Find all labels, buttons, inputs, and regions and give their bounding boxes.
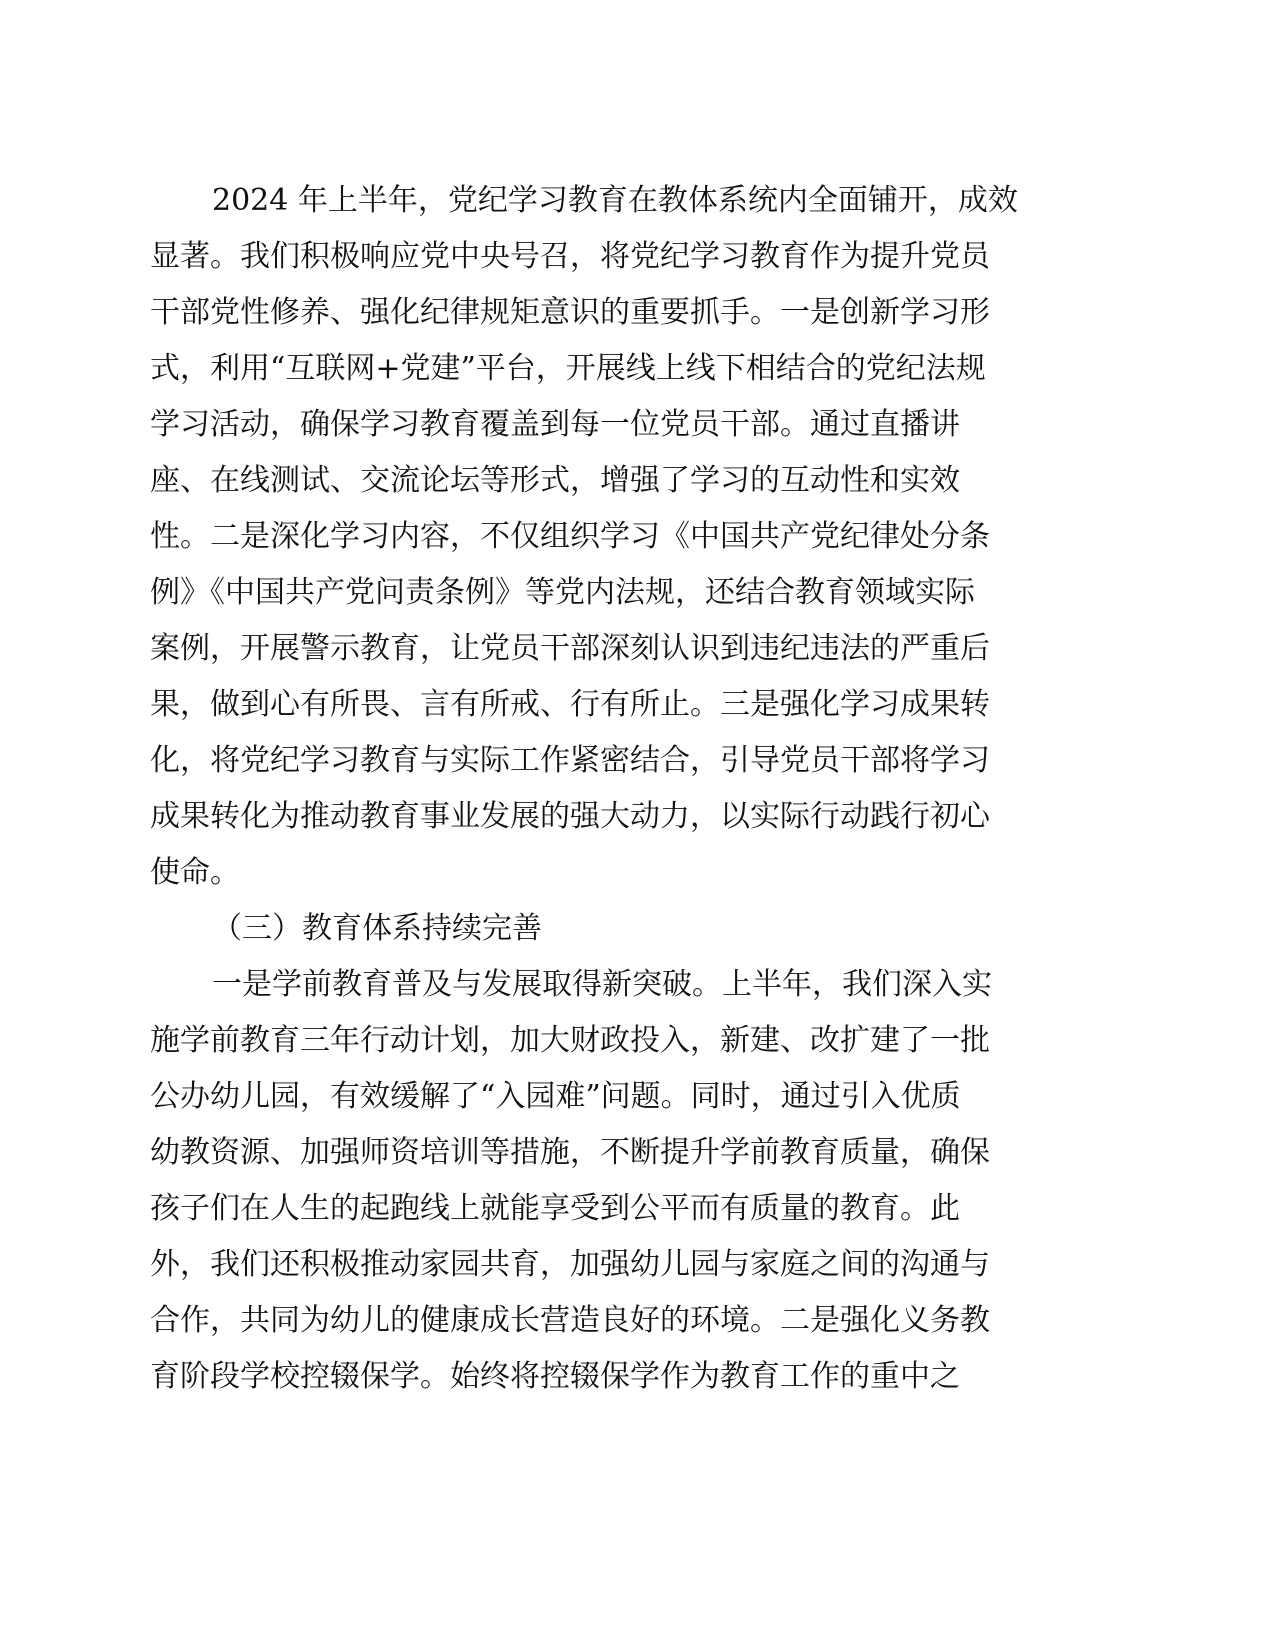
paragraph-1-line-10: 果，做到心有所畏、言有所戒、行有所止。三是强化学习成果转 bbox=[150, 687, 990, 722]
paragraph-2-line-2: 施学前教育三年行动计划，加大财政投入，新建、改扩建了一批 bbox=[150, 1023, 990, 1058]
paragraph-1-line-8: 例》《中国共产党问责条例》等党内法规，还结合教育领域实际 bbox=[150, 575, 975, 610]
paragraph-1-line-1: 2024 年上半年，党纪学习教育在教体系统内全面铺开，成效 bbox=[212, 183, 1018, 218]
paragraph-1-line-9: 案例，开展警示教育，让党员干部深刻认识到违纪违法的严重后 bbox=[150, 631, 990, 666]
paragraph-2-line-7: 合作，共同为幼儿的健康成长营造良好的环境。二是强化义务教 bbox=[150, 1303, 990, 1338]
paragraph-1-line-7: 性。二是深化学习内容，不仅组织学习《中国共产党纪律处分条 bbox=[150, 519, 990, 554]
paragraph-2-line-6: 外，我们还积极推动家园共育，加强幼儿园与家庭之间的沟通与 bbox=[150, 1247, 990, 1282]
paragraph-1-line-5: 学习活动，确保学习教育覆盖到每一位党员干部。通过直播讲 bbox=[150, 407, 960, 442]
paragraph-1-line-11: 化，将党纪学习教育与实际工作紧密结合，引导党员干部将学习 bbox=[150, 743, 990, 778]
paragraph-1-line-3: 干部党性修养、强化纪律规矩意识的重要抓手。一是创新学习形 bbox=[150, 295, 990, 330]
paragraph-1-line-6: 座、在线测试、交流论坛等形式，增强了学习的互动性和实效 bbox=[150, 463, 960, 498]
paragraph-1-line-4: 式，利用“互联网+党建”平台，开展线上线下相结合的党纪法规 bbox=[150, 351, 986, 386]
paragraph-2-line-3: 公办幼儿园，有效缓解了“入园难”问题。同时，通过引入优质 bbox=[150, 1079, 961, 1114]
section-heading: （三）教育体系持续完善 bbox=[212, 911, 542, 946]
paragraph-1-line-13: 使命。 bbox=[150, 855, 240, 890]
paragraph-2-line-1: 一是学前教育普及与发展取得新突破。上半年，我们深入实 bbox=[212, 967, 992, 1002]
paragraph-1-line-2: 显著。我们积极响应党中央号召，将党纪学习教育作为提升党员 bbox=[150, 239, 990, 274]
paragraph-1-line-12: 成果转化为推动教育事业发展的强大动力，以实际行动践行初心 bbox=[150, 799, 990, 834]
paragraph-2-line-4: 幼教资源、加强师资培训等措施，不断提升学前教育质量，确保 bbox=[150, 1135, 990, 1170]
paragraph-2-line-5: 孩子们在人生的起跑线上就能享受到公平而有质量的教育。此 bbox=[150, 1191, 960, 1226]
paragraph-2-line-8: 育阶段学校控辍保学。始终将控辍保学作为教育工作的重中之 bbox=[150, 1359, 960, 1394]
